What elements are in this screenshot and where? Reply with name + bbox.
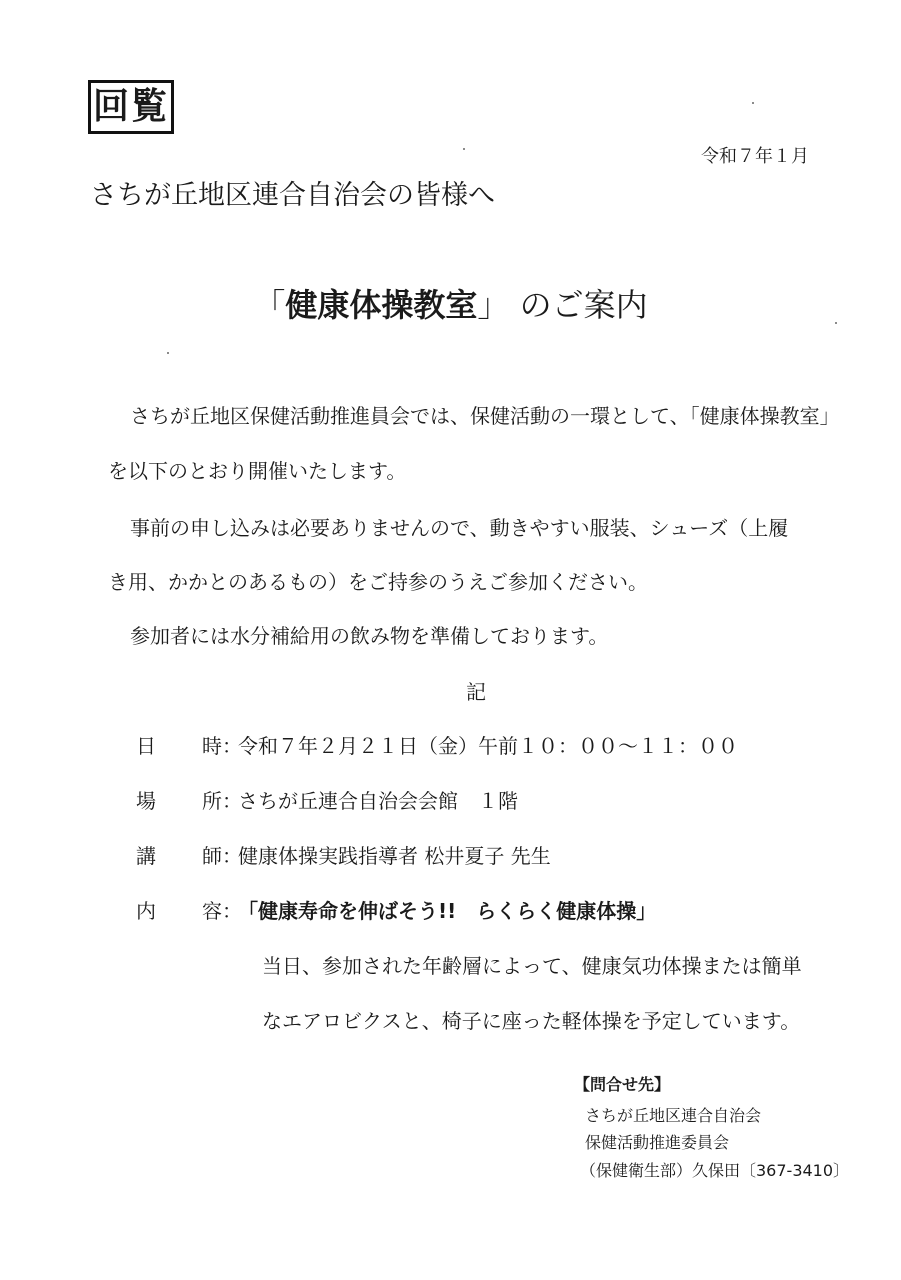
- label-char: 時: [202, 734, 222, 758]
- contact-line-3: （保健衛生部）久保田〔367-3410〕: [580, 1161, 850, 1180]
- detail-value: 健康体操実践指導者 松井夏子 先生: [238, 844, 551, 868]
- label-char: 師: [202, 844, 222, 868]
- title-suffix: のご案内: [519, 286, 648, 324]
- detail-row-content: [92, 895, 892, 925]
- detail-row-instructor: [92, 840, 892, 870]
- title-close-bracket: 」: [477, 286, 510, 324]
- title-main: 健康体操教室: [285, 286, 478, 324]
- contact-line-2: 保健活動推進委員会: [585, 1133, 730, 1152]
- scan-speck: [167, 352, 169, 354]
- contact-heading: 【問合せ先】: [574, 1075, 671, 1094]
- detail-value: 令和７年２月２１日（金）午前１０：００～１１：００: [238, 734, 738, 758]
- detail-value: さちが丘連合自治会会館 １階: [238, 789, 518, 813]
- scan-speck: [463, 148, 465, 150]
- body-paragraph-2: 事前の申し込みは必要ありませんので、動きやすい服装、シューズ（上履: [130, 516, 789, 540]
- content-note-2: なエアロビクスと、椅子に座った軽体操を予定しています。: [262, 1009, 801, 1033]
- scan-speck: [835, 322, 837, 324]
- scan-speck: [752, 102, 754, 104]
- ki-heading: 記: [466, 680, 486, 704]
- issue-date: 令和７年１月: [701, 146, 809, 167]
- contact-line-1: さちが丘地区連合自治会: [585, 1106, 762, 1125]
- detail-separator: ：: [222, 734, 242, 758]
- detail-row-place: [92, 785, 892, 815]
- addressee: さちが丘地区連合自治会の皆様へ: [90, 180, 495, 211]
- label-char: 日: [136, 734, 156, 758]
- detail-separator: ：: [222, 899, 242, 923]
- page-title: [0, 280, 901, 326]
- body-paragraph-1: さちが丘地区保健活動推進員会では、保健活動の一環として、「健康体操教室」: [130, 404, 840, 428]
- body-paragraph-3: 参加者には水分補給用の飲み物を準備しております。: [130, 624, 609, 648]
- body-paragraph-1-cont: を以下のとおり開催いたします。: [108, 459, 407, 483]
- detail-row-datetime: [92, 730, 892, 760]
- kairan-stamp: 回覧: [88, 80, 174, 134]
- detail-value: 「健康寿命を伸ばそう!! らくらく健康体操」: [238, 899, 657, 923]
- label-char: 場: [136, 789, 156, 813]
- label-char: 所: [202, 789, 222, 813]
- title-open-bracket: 「: [253, 286, 286, 324]
- label-char: 容: [202, 899, 222, 923]
- label-char: 内: [136, 899, 156, 923]
- body-paragraph-2-cont: き用、かかとのあるもの）をご持参のうえご参加ください。: [108, 570, 648, 594]
- detail-separator: ：: [222, 844, 242, 868]
- label-char: 講: [136, 844, 156, 868]
- content-note-1: 当日、参加された年齢層によって、健康気功体操または簡単: [262, 954, 802, 978]
- detail-separator: ：: [222, 789, 242, 813]
